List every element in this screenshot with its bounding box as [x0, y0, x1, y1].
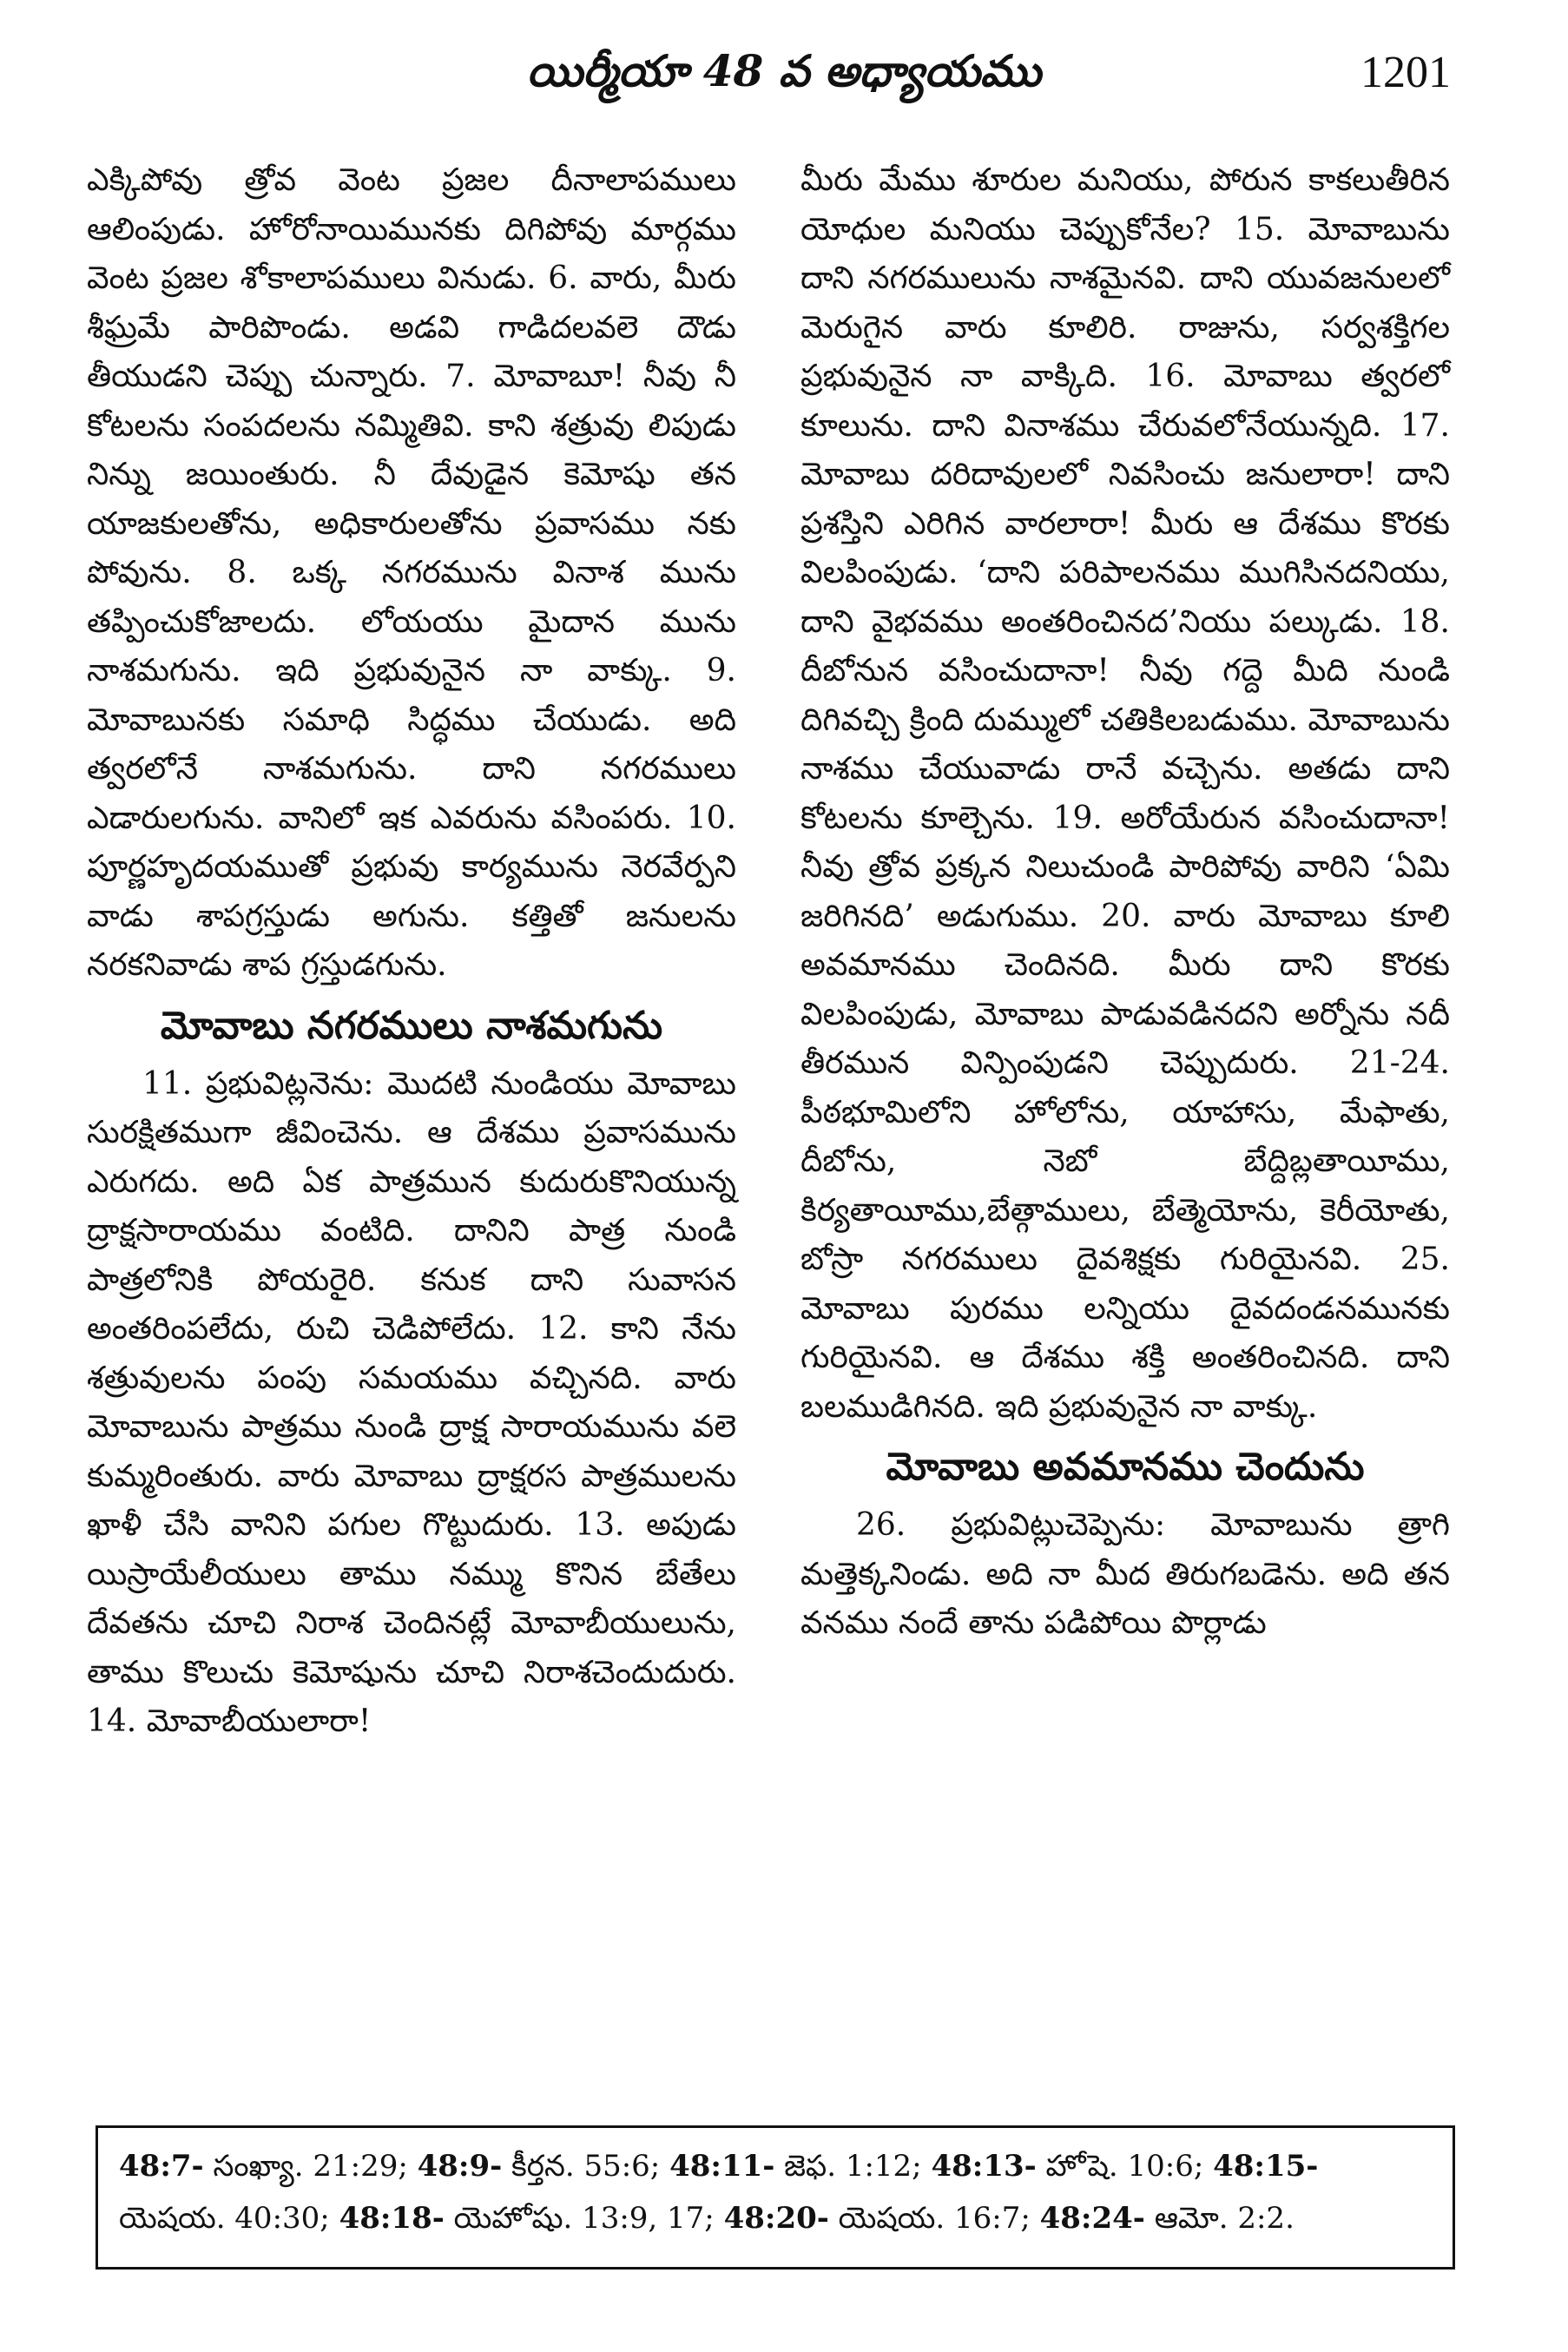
left-section-heading: మోవాబు నగరములు నాశమగును	[160, 1003, 663, 1048]
footnote-ref: 48:18-	[339, 2201, 445, 2236]
left-paragraph-2: 11. ప్రభువిట్లనెను: మొదటి నుండియు మోవాబు సురక్షితముగా జీవించెను. ఆ దేశము ప్రవాసమును ఎరుగదు. అది ఏక పాత్రమున కుదురుకొనియున్న ద్రాక్షసారాయము వంటిది. దానిని పాత్ర నుండి పాత్రలోనికి పోయరైరి. కనుక దాని సువాసన అంతరింపలేదు, రుచి చెడిపోలేదు. 12. కాని నేను శత్రువులను పంపు సమయము వచ్చినది. వారు మోవాబును పాత్రము నుండి ద్రాక్ష సారాయమును వలె కుమ్మరింతురు. వారు మోవాబు ద్రాక్షరస పాత్రములను ఖాళీ చేసి వానిని పగుల గొట్టుదురు. 13. అపుడు యిస్రాయేలీయులు తాము నమ్ము కొనిన బేతేలు దేవతను చూచి నిరాశ చెందినట్లే మోవాబీయులును, తాము కొలుచు కెమోషును చూచి నిరాశచెందుదురు. 14. మోవాబీయులారా!	[87, 1065, 736, 1739]
footnote-entry	[339, 2201, 724, 2236]
footnote-entry	[669, 2149, 931, 2184]
footnote-text: ఆమో. 2:2.	[1144, 2201, 1295, 2236]
right-column	[800, 156, 1450, 1649]
footnote-ref: 48:24-	[1039, 2201, 1145, 2236]
right-paragraph-1: మీరు మేము శూరుల మనియు, పోరున కాకలుతీరిన యోధుల మనియు చెప్పుకోనేల? 15. మోవాబును దాని నగరములును నాశమైనవి. దాని యువజనులలో మెరుగైన వారు కూలిరి. రాజును, సర్వశక్తిగల ప్రభువునైన నా వాక్కిది. 16. మోవాబు త్వరలో కూలును. దాని వినాశము చేరువలోనేయున్నది. 17. మోవాబు దరిదావులలో నివసించు జనులారా! దాని ప్రశస్తిని ఎరిగిన వారలారా! మీరు ఆ దేశము కొరకు విలపింపుడు. ‘దాని పరిపాలనము ముగిసినదనియు, దాని వైభవము అంతరించినద’నియు పల్కుడు. 18. దీబోనున వసించుదానా! నీవు గద్దె మీది నుండి దిగివచ్చి క్రింది దుమ్ములో చతికిలబడుము. మోవాబును నాశము చేయువాడు రానే వచ్చెను. అతడు దాని కోటలను కూల్చెను. 19. అరోయేరున వసించుదానా! నీవు త్రోవ ప్రక్కన నిలుచుండి పారిపోవు వారిని ‘ఏమి జరిగినది’ అడుగుము. 20. వారు మోవాబు కూలి అవమానము చెందినది. మీరు దాని కొరకు విలపింపుడు, మోవాబు పాడువడినదని అర్నోను నదీ తీరమున విన్పింపుడని చెప్పుదురు. 21-24. పీఠభూమిలోని హోలోను, యాహాసు, మేఫాతు, దీబోను, నెబో బేద్దిబ్లతాయీము, కిర్యతాయీము,బేత్గాములు, బేత్మెయోను, కెరీయోతు, బోస్రా నగరములు దైవశిక్షకు గురియైనవి. 25. మోవాబు పురము లన్నియు దైవదండనమునకు గురియైనవి. ఆ దేశము శక్తి అంతరించినది. దాని బలముడిగినది. ఇది ప్రభువునైన నా వాక్కు.	[800, 162, 1450, 1425]
footnote-ref: 48:11-	[669, 2149, 775, 2184]
footnote-text: సంఖ్యా. 21:29;	[203, 2149, 418, 2184]
footnote-entry	[418, 2149, 669, 2184]
footnote-entry	[724, 2201, 1040, 2236]
footnote-text: యెషయ. 40:30;	[119, 2201, 339, 2236]
right-section-heading: మోవాబు అవమానము చెందును	[886, 1445, 1365, 1489]
footnote-text: యెషయ. 16:7;	[828, 2201, 1040, 2236]
footnote-ref: 48:15-	[1213, 2149, 1319, 2184]
footnote-entry	[931, 2149, 1213, 2184]
footnote-ref: 48:7-	[119, 2149, 204, 2184]
footnote-text: జెఫ. 1:12;	[774, 2149, 932, 2184]
footnote-ref: 48:13-	[931, 2149, 1037, 2184]
right-paragraph-2: 26. ప్రభువిట్లుచెప్పెను: మోవాబును త్రాగి మత్తెక్కనిండు. అది నా మీద తిరుగబడెను. అది తన వనము నందే తాను పడిపోయి పొర్లాడు	[800, 1507, 1450, 1641]
footnote-entry	[119, 2149, 418, 2184]
cross-reference-footnotes	[96, 2125, 1455, 2270]
footnote-ref: 48:20-	[723, 2201, 829, 2236]
left-paragraph-1: ఎక్కిపోవు త్రోవ వెంట ప్రజల దీనాలాపములు ఆలింపుడు. హోరోనాయిమునకు దిగిపోవు మార్గము వెంట ప్రజల శోకాలాపములు వినుడు. 6. వారు, మీరు శీఘ్రమే పారిపొండు. అడవి గాడిదలవలె దౌడు తీయుడని చెప్పు చున్నారు. 7. మోవాబూ! నీవు నీ కోటలను సంపదలను నమ్మితివి. కాని శత్రువు లిపుడు నిన్ను జయింతురు. నీ దేవుడైన కెమోషు తన యాజకులతోను, అధికారులతోను ప్రవాసము నకు పోవును. 8. ఒక్క నగరమును వినాశ మును తప్పించుకోజాలదు. లోయయు మైదాన మును నాశమగును. ఇది ప్రభువునైన నా వాక్కు. 9. మోవాబునకు సమాధి సిద్ధము చేయుడు. అది త్వరలోనే నాశమగును. దాని నగరములు ఎడారులగును. వానిలో ఇక ఎవరును వసింపరు. 10. పూర్ణహృదయముతో ప్రభువు కార్యమును నెరవేర్పని వాడు శాపగ్రస్తుడు అగును. కత్తితో జనులను నరకనివాడు శాప గ్రస్తుడగును.	[87, 162, 736, 983]
footnote-text: హోషె. 10:6;	[1036, 2149, 1214, 2184]
page-header	[0, 45, 1568, 115]
left-column	[87, 156, 736, 1747]
footnote-text: కీర్తన. 55:6;	[502, 2149, 670, 2184]
footnote-text: యెహోషు. 13:9, 17;	[444, 2201, 724, 2236]
page-number: 1201	[1360, 48, 1451, 97]
footnote-entry	[1040, 2201, 1295, 2236]
footnote-ref: 48:9-	[417, 2149, 503, 2184]
chapter-title: యిర్మీయా 48 వ అధ్యాయము	[526, 45, 1042, 96]
